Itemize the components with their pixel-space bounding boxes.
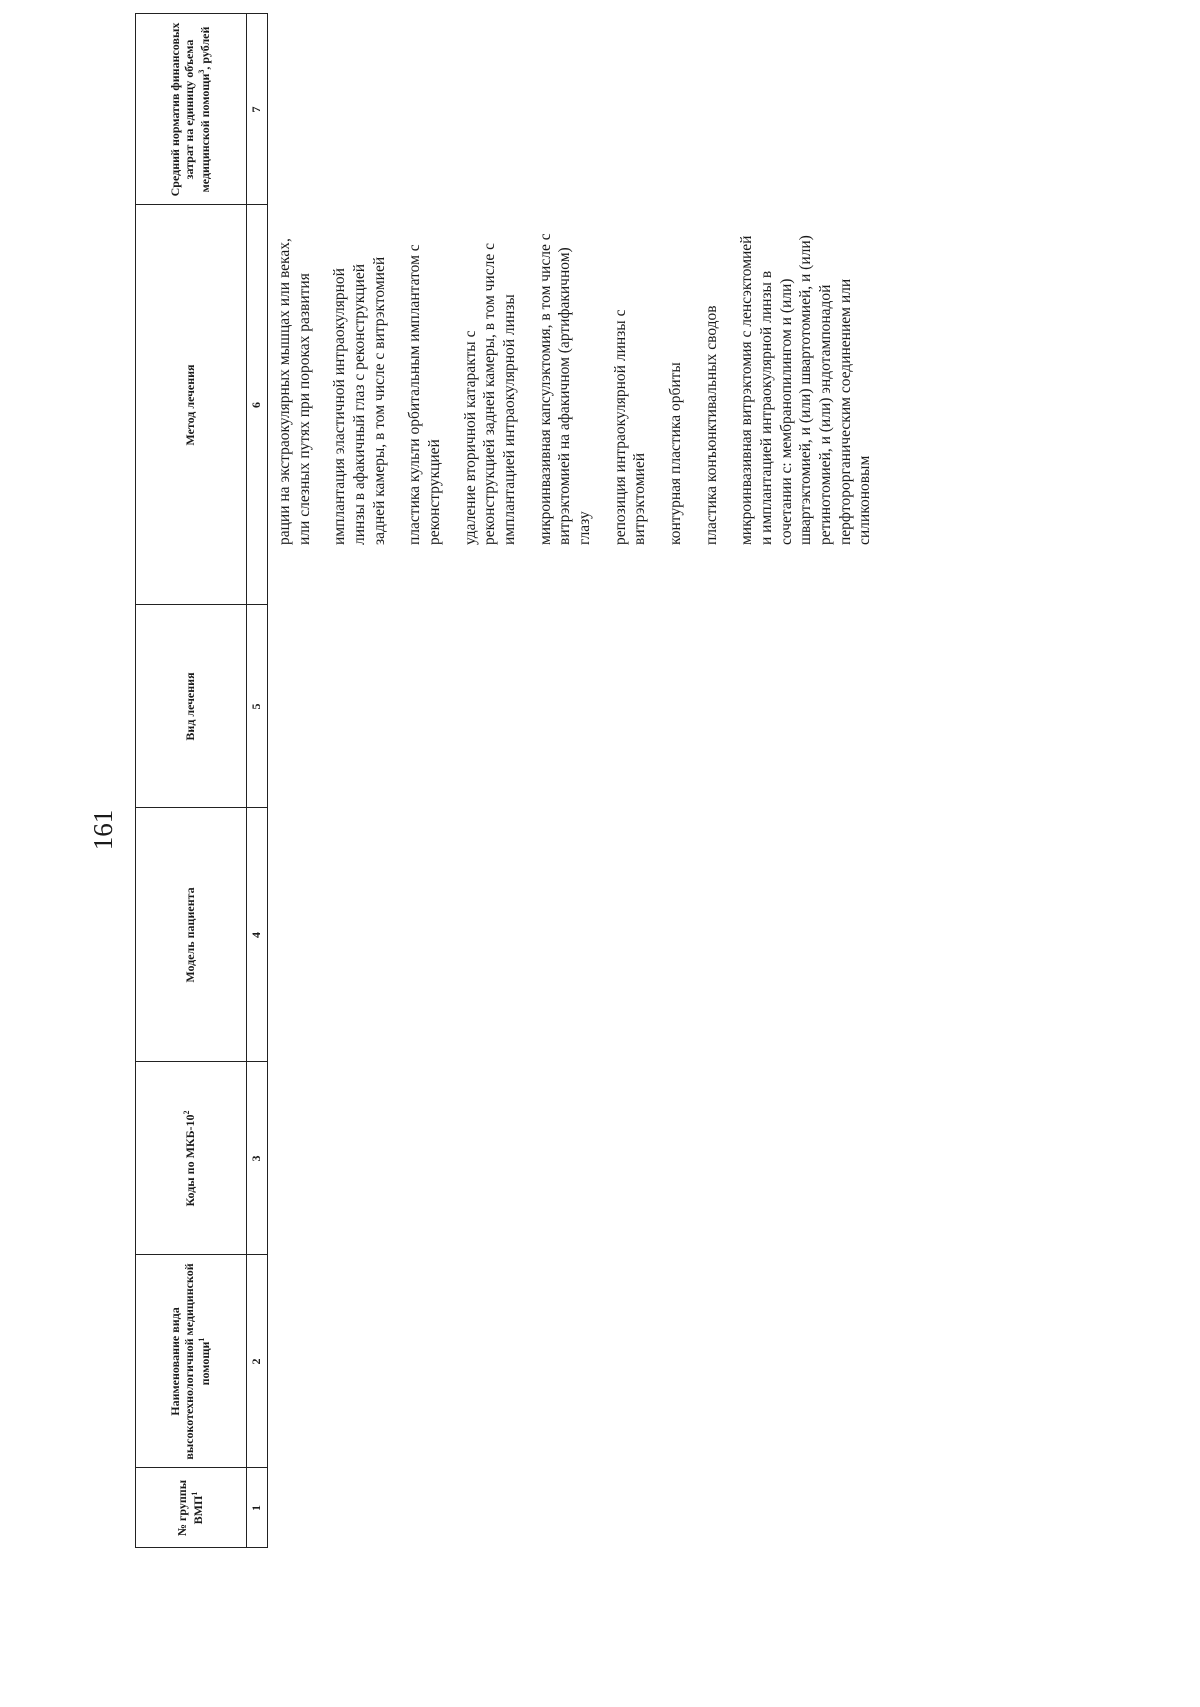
method-entry: пластика конъюнктивальных сводов: [702, 305, 720, 545]
method-entry: микроинвазивная витрэктомия с ленсэктомией и имплантацией интраокулярной линзы в сочетании с: мембранопилингом и (или) швартэктомией, и (или) швартотомией, и (или) ретинотомией, и (или) эндотампонадой перфторорганическим соединением или силиконовым: [738, 235, 874, 545]
header-patient-model: Модель пациента: [182, 887, 197, 983]
header-vmp-name: Наименование вида высокотехнологичной медицинской помощи$^1$: [168, 1263, 212, 1460]
method-entry: удаление вторичной катаракты с реконструкцией задней камеры, в том числе с имплантацией интраокулярной линзы: [461, 243, 519, 545]
column-border: [135, 13, 267, 14]
column-number: 7: [248, 106, 263, 113]
column-border: [135, 604, 267, 605]
column-number: 1: [248, 1505, 263, 1511]
method-entry: контурная пластика орбиты: [667, 362, 685, 545]
column-border: [135, 1254, 267, 1255]
method-entry: рации на экстраокулярных мышцах или веках, или слезных путях при пороках развития: [276, 238, 313, 545]
header-treatment-type: Вид лечения: [182, 672, 197, 741]
method-entry: имплантация эластичной интраокулярной линзы в афакичный глаз с реконструкцией задней камеры, в том числе с витрэктомией: [331, 256, 388, 545]
header-treatment-method: Метод лечения: [182, 364, 197, 446]
rotated-table: [135, 13, 935, 1548]
column-border: [135, 1547, 267, 1548]
column-border: [135, 1061, 267, 1062]
treatment-method-list: [275, 233, 891, 545]
method-entry: репозиция интраокулярной линзы с витрэктомией: [611, 309, 649, 545]
column-border: [135, 204, 267, 205]
method-entry: микроинвазивная капсулэктомия, в том числе с витрэктомией на афакичном (артифакичном) глазу: [536, 233, 594, 545]
header-group-number: № группы ВМП$^1$: [175, 1479, 205, 1537]
method-entry: пластика культи орбитальным имплантатом с реконструкцией: [406, 244, 444, 545]
column-border: [135, 1467, 267, 1468]
column-number: 3: [248, 1155, 263, 1162]
column-number: 5: [248, 703, 263, 710]
column-number: 2: [248, 1358, 263, 1365]
column-border: [135, 807, 267, 808]
column-number: 6: [248, 402, 263, 408]
header-cost-norm: Средний норматив финансовых затрат на единицу объема медицинской помощи$^3$, рублей: [168, 22, 212, 197]
numbers-divider: [267, 13, 268, 1548]
page-number: 161: [88, 809, 118, 851]
column-number: 4: [248, 932, 263, 938]
header-icd-codes: Коды по МКБ-$10^2$: [182, 1110, 198, 1207]
